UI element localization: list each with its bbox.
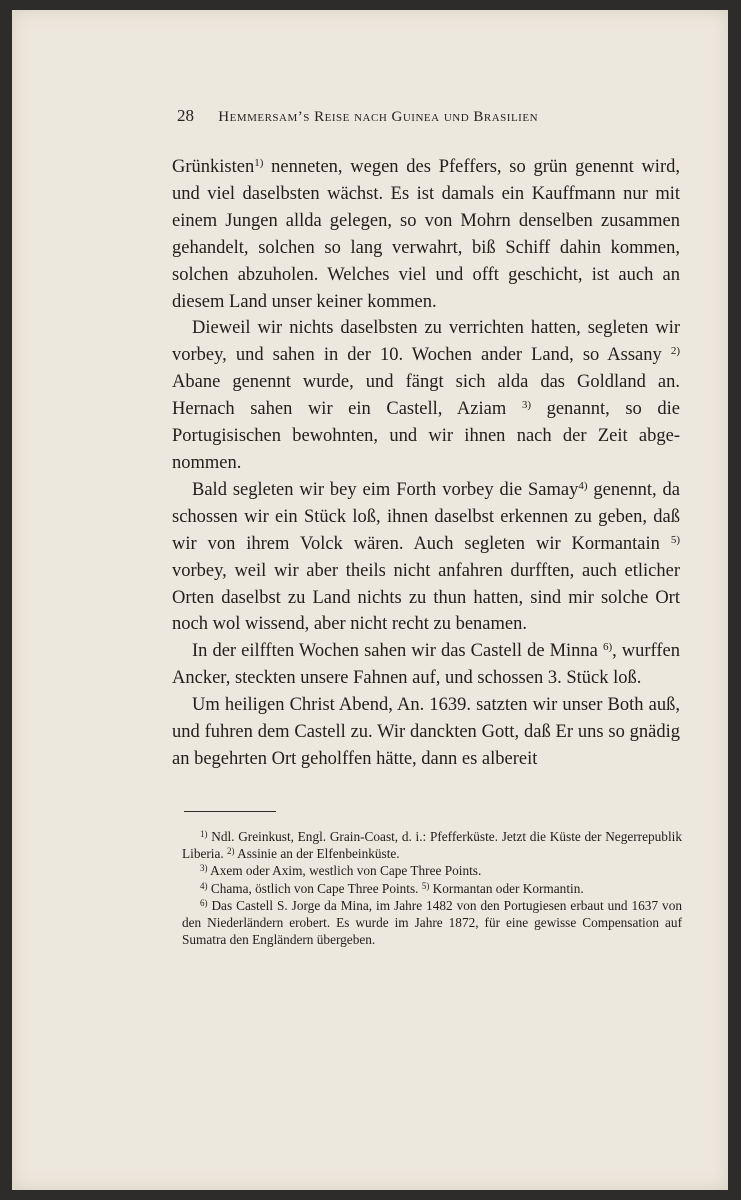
text-run: , wurffen Ancker, steckten unsere Fahnen auf, und schossen 3. Stück loß. [172, 641, 680, 689]
page-number: 28 [177, 106, 194, 125]
footnote [182, 862, 682, 879]
text-run: Abane genennt wurde, und fängt sich alda das Goldland an. Hernach sahen wir ein Castell, Aziam [172, 372, 680, 420]
running-title: Hemmersam’s Reise nach Guinea und Brasilien [218, 109, 539, 125]
footnotes [182, 828, 682, 948]
paragraph [172, 477, 680, 638]
text-run: Bald segleten wir bey eim Forth vorbey die Samay [192, 479, 579, 500]
footnote-marker: 5) [670, 533, 680, 546]
footnote-marker: 4) [200, 880, 208, 891]
body-text [172, 154, 680, 773]
text-run: Grünkisten [172, 157, 255, 177]
text-run: In der eilfften Wochen sahen wir das Castell de Minna [192, 641, 603, 662]
footnote-marker: 1) [254, 157, 264, 169]
text-run: Axem oder Axim, westlich von Cape Three Points. [207, 863, 482, 879]
footnote-marker: 6) [200, 897, 208, 908]
footnote [182, 828, 682, 862]
footnote [182, 880, 682, 897]
book-page [12, 10, 728, 1190]
text-run: genannt, so die Portugisischen bewohnten, und wir ihnen nach der Zeit abgenommen. [172, 399, 680, 473]
paragraph [172, 315, 680, 476]
footnote-marker: 2) [227, 846, 235, 857]
text-run: Das Castell S. Jorge da Mina, im Jahre 1482 von den Portugiesen erbaut und 1637 von den Niederländern erobert. Es wurde im Jahre 1872, für eine gewisse Compensation auf Sumatra den Engländern übergeben. [182, 897, 682, 948]
footnote-marker: 6) [602, 641, 613, 654]
text-run: Chama, östlich von Cape Three Points. [207, 880, 422, 896]
text-run: Kormantan oder Kormantin. [429, 880, 584, 896]
page-header [177, 106, 538, 126]
text-run: Ndl. Greinkust, Engl. Grain-Coast, d. i.: Pfefferküste. Jetzt die Küste der Negerrepublik Liberia. [182, 829, 682, 862]
footnote [182, 897, 682, 949]
text-run: vorbey, weil wir aber theils nicht anfahren durfften, auch etlicher Orten daselbst zu Land nichts zu thun hatten, sind mir solche Ort noch wol wissend, aber nicht recht zu benamen. [172, 560, 680, 635]
text-run: Assinie an der Elfenbeinküste. [234, 846, 400, 862]
footnote-marker: 4) [578, 479, 588, 492]
text-run: nenneten, wegen des Pfeffers, so grün genennt wird, und viel daselbsten wächst. Es ist damals ein Kauffmann nur mit einem Jungen allda gelegen, so von Mohrn denselben zusammen gehandelt, solchen so lang verwahrt, biß Schiff dahin kommen, solchen abzuholen. Welches viel und offt geschicht, ist auch an diesem Land unser keiner kommen. [172, 157, 680, 312]
footnote-marker: 3) [521, 399, 531, 412]
footnote-rule [184, 811, 276, 812]
text-run: genennt, da schossen wir ein Stück loß, ihnen daselbst erkennen zu geben, daß wir von ihrem Volck wären. Auch segleten wir Kormantain [172, 479, 680, 554]
paragraph [172, 692, 680, 773]
text-run: Um heiligen Christ Abend, An. 1639. satzten wir unser Both auß, und fuhren dem Castell zu. Wir danckten Gott, daß Er uns so gnädig an begehrten Ort geholffen hätte, dann es albereit [172, 695, 680, 769]
paragraph [172, 638, 680, 692]
text-run: Dieweil wir nichts daselbsten zu verrichten hatten, segleten wir vorbey, und sahen in der 10. Wochen ander Land, so Assany [172, 318, 680, 366]
footnote-marker: 3) [200, 863, 208, 874]
footnote-marker: 2) [670, 345, 680, 358]
footnote-marker: 5) [421, 880, 430, 891]
paragraph [172, 154, 680, 315]
footnote-marker: 1) [200, 829, 208, 839]
